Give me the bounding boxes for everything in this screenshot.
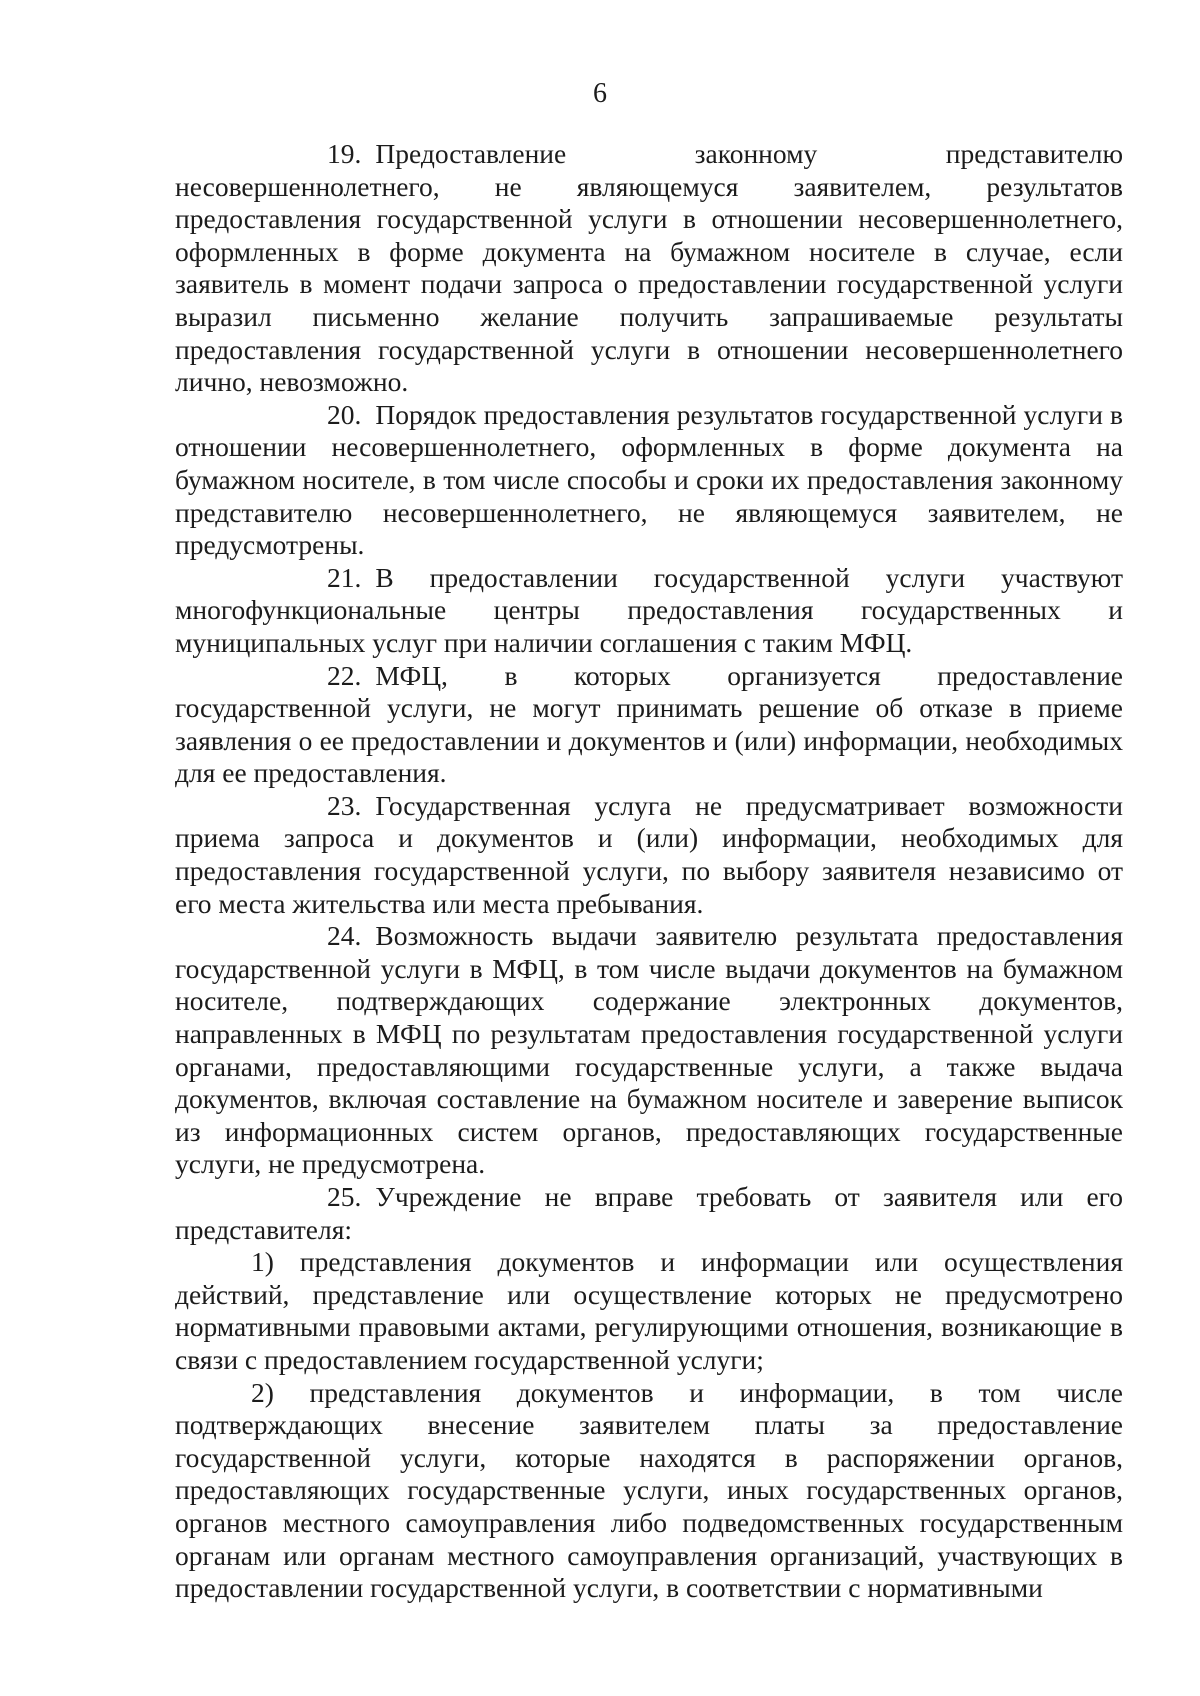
paragraph-number: 23. bbox=[327, 789, 362, 821]
subitem-text: 1) представления документов и информации или осуществления действий, представление или осуществление которых не предусмотрено нормативными правовыми актами, регулирующими отношения, возникающие в связи с предоставлением государственной услуги; bbox=[175, 1246, 1123, 1375]
paragraph-text: Возможность выдачи заявителю результата предоставления государственной услуги в МФЦ, в том числе выдачи документов на бумажном носителе, подтверждающих содержание электронных документов, направленных в МФЦ по результатам предоставления государственной услуги органами, предоставляющими государственные услуги, а также выдача документов, включая составление на бумажном носителе и заверение выписок из информационных систем органов, предоставляющих государственные услуги, не предусмотрена. bbox=[175, 920, 1123, 1180]
paragraph-text: Учреждение не вправе требовать от заявителя или его представителя: bbox=[175, 1181, 1123, 1245]
paragraph-text: Государственная услуга не предусматривает возможности приема запроса и документов и (или) информации, необходимых для предоставления государственной услуги, по выбору заявителя независимо от его места жительства или места пребывания. bbox=[175, 789, 1123, 919]
subitem-2 bbox=[175, 1377, 1123, 1605]
paragraph-number: 24. bbox=[327, 920, 362, 952]
paragraph-number: 20. bbox=[327, 398, 362, 430]
paragraph-text: В предоставлении государственной услуги участвуют многофункциональные центры предоставления государственных и муниципальных услуг при наличии соглашения с таким МФЦ. bbox=[175, 561, 1123, 658]
paragraph-number: 21. bbox=[327, 561, 362, 593]
subitem-1 bbox=[175, 1246, 1123, 1376]
paragraph-25 bbox=[175, 1181, 1123, 1246]
paragraph-20 bbox=[175, 399, 1123, 562]
paragraph-21 bbox=[175, 562, 1123, 660]
paragraph-number: 19. bbox=[327, 138, 362, 169]
paragraph-24 bbox=[175, 920, 1123, 1181]
paragraph-23 bbox=[175, 790, 1123, 920]
paragraph-22 bbox=[175, 660, 1123, 790]
paragraph-text: Порядок предоставления результатов государственной услуги в отношении несовершеннолетнего, оформленных в форме документа на бумажном носителе, в том числе способы и сроки их предоставления законному представителю несовершеннолетнего, не являющемуся заявителем, не предусмотрены. bbox=[175, 398, 1123, 561]
paragraph-number: 25. bbox=[327, 1181, 362, 1212]
paragraph-number: 22. bbox=[327, 659, 362, 691]
page-number: 6 bbox=[593, 78, 607, 109]
paragraph-19 bbox=[175, 138, 1123, 399]
paragraph-text: Предоставление законному представителю несовершеннолетнего, не являющемуся заявителем, результатов предоставления государственной услуги в отношении несовершеннолетнего, оформленных в форме документа на бумажном носителе в случае, если заявитель в момент подачи запроса о предоставлении государственной услуги выразил письменно желание получить запрашиваемые результаты предоставления государственной услуги в отношении несовершеннолетнего лично, невозможно. bbox=[175, 138, 1123, 398]
subitem-text: 2) представления документов и информации, в том числе подтверждающих внесение заявителем платы за предоставление государственной услуги, которые находятся в распоряжении органов, предоставляющих государственные услуги, иных государственных органов, органов местного самоуправления либо подведомственных государственным органам или органам местного самоуправления организаций, участвующих в предоставлении государственной услуги, в соответствии с нормативными bbox=[175, 1376, 1123, 1604]
paragraph-text: МФЦ, в которых организуется предоставление государственной услуги, не могут принимать решение об отказе в приеме заявления о ее предоставлении и документов и (или) информации, необходимых для ее предоставления. bbox=[175, 659, 1123, 789]
document-body bbox=[175, 138, 1123, 1605]
